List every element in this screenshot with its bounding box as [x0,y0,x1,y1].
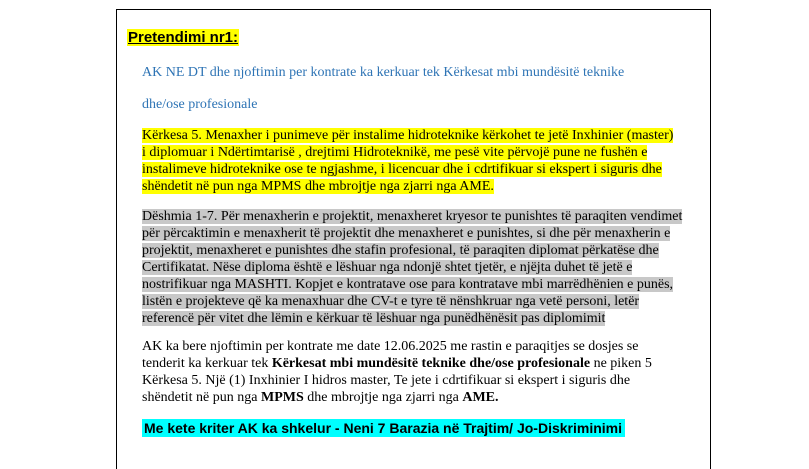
requirement-line: shëndetit në pun nga MPMS dhe mbrojtje nga zjarri nga AME. [142,179,494,194]
evidence-line: nostrifikuar nga MASHTI. Kopjet e kontratave ose para kontratave mbi marrëdhënien e punës, [142,277,674,292]
evidence-line: referencë për vitet dhe lëmin e kërkuar të lëshuar nga punëdhënësit pas diplomimit [142,311,606,326]
evidence-line: për përcaktimin e menaxherit të projektit dhe menaxheret e punishtes, si dhe për menaxherin e [142,226,671,241]
evidence-line: Dëshmia 1-7. Për menaxherin e projektit, menaxheret kryesor te punishtes të paraqiten vendimet [142,209,683,224]
evidence-paragraph [142,208,702,327]
requirement-line: instalimeve hidroteknike ose te ngjashme, i licencuar dhe i cdrtifikuar si ekspert i siguris dhe [142,162,662,177]
requirement-line: i diplomuar i Ndërtimtarisë , drejtimi Hidroteknikë, me pesë vite përvojë pune ne fushën e [142,145,648,160]
evidence-line: projektit, menaxheret e punishtes dhe stafin profesional, të paraqiten diplomat përkatëse dhe [142,243,659,258]
requirement-paragraph [142,127,702,195]
intro-line-2: dhe/ose profesionale [142,97,258,112]
requirement-line: Kërkesa 5. Menaxher i punimeve për instalime hidroteknike kërkohet te jetë Inxhinier (master) [142,128,674,143]
evidence-line: listën e projekteve që ka menaxhuar dhe CV-t e tyre të nënshkruar nga vetë personi, letër [142,294,640,309]
conclusion-banner: Me kete kriter AK ka shkelur - Neni 7 Barazia në Trajtim/ Jo-Diskriminimi [142,419,625,437]
statement-paragraph [142,338,702,406]
statement-line-1: AK ka bere njoftimin per kontrate me date 12.06.2025 me rastin e paraqitjes se dosjes se [142,339,639,354]
claim-title: Pretendimi nr1: [128,29,239,46]
statement-line-2: tenderit ka kerkuar tek Kërkesat mbi mundësitë teknike dhe/ose profesionale ne piken 5 [142,356,652,371]
statement-line-4: shëndetit në pun nga MPMS dhe mbrojtje nga zjarri nga AME. [142,390,499,405]
intro-line-1: AK NE DT dhe njoftimin per kontrate ka kerkuar tek Kërkesat mbi mundësitë teknike [142,65,625,80]
statement-line-3: Kërkesa 5. Një (1) Inxhinier I hidros master, Te jete i cdrtifikuar si ekspert i siguris dhe [142,373,631,388]
evidence-line: Certifikatat. Nëse diploma është e lëshuar nga ndonjë shtet tjetër, e njëjta duhet të jetë e [142,260,633,275]
